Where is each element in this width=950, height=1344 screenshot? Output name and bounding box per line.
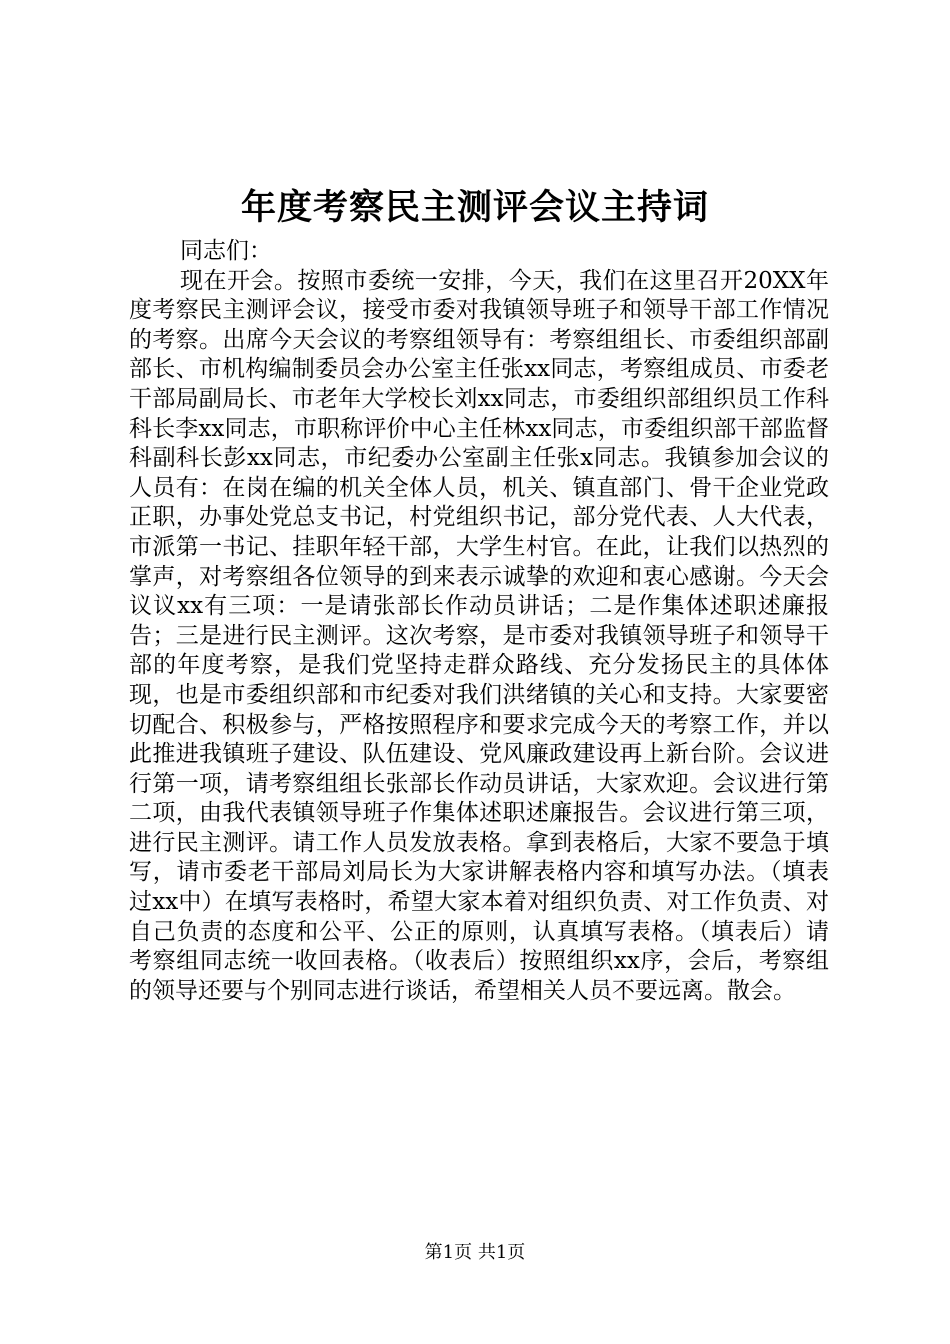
document-title: 年度考察民主测评会议主持词 bbox=[240, 187, 709, 228]
salutation: 同志们： bbox=[180, 238, 272, 264]
body-paragraph: 现在开会。按照市委统一安排，今天，我们在这里召开20XX年度考察民主测评会议，接受市委对我镇领导班子和领导干部工作情况的考察。出席今天会议的考察组领导有：考察组组长、市委组织部副部长、市机构编制委员会办公室主任张xx同志，考察组成员、市委老干部局副局长、市老年大学校长刘xx同志，市委组织部组织员工作科科长李xx同志，市职称评价中心主任林xx同志，市委组织部干部监督科副科长彭xx同志，市纪委办公室副主任张x同志。我镇参加会议的人员有：在岗在编的机关全体人员，机关、镇直部门、骨干企业党政正职，办事处党总支书记，村党组织书记，部分党代表、人大代表，市派第一书记、挂职年轻干部，大学生村官。在此，让我们以热烈的掌声，对考察组各位领导的到来表示诚挚的欢迎和衷心感谢。今天会议议xx有三项：一是请张部长作动员讲话；二是作集体述职述廉报告；三是进行民主测评。这次考察，是市委对我镇领导班子和领导干部的年度考察，是我们党坚持走群众路线、充分发扬民主的具体体现，也是市委组织部和市纪委对我们洪绪镇的关心和支持。大家要密切配合、积极参与，严格按照程序和要求完成今天的考察工作，并以此推进我镇班子建设、队伍建设、党风廉政建设再上新台阶。会议进行第一项，请考察组组长张部长作动员讲话，大家欢迎。会议进行第二项，由我代表镇领导班子作集体述职述廉报告。会议进行第三项，进行民主测评。请工作人员发放表格。拿到表格后，大家不要急于填写，请市委老干部局刘局长为大家讲解表格内容和填写办法。（填表过xx中）在填写表格时，希望大家本着对组织负责、对工作负责、对自己负责的态度和公平、公正的原则，认真填写表格。（填表后）请考察组同志统一收回表格。（收表后）按照组织xx序，会后，考察组的领导还要与个别同志进行谈话，希望相关人员不要远离。散会。 bbox=[129, 267, 829, 1004]
page-footer: 第1页 共1页 bbox=[424, 1242, 526, 1263]
document-body bbox=[129, 237, 829, 1006]
